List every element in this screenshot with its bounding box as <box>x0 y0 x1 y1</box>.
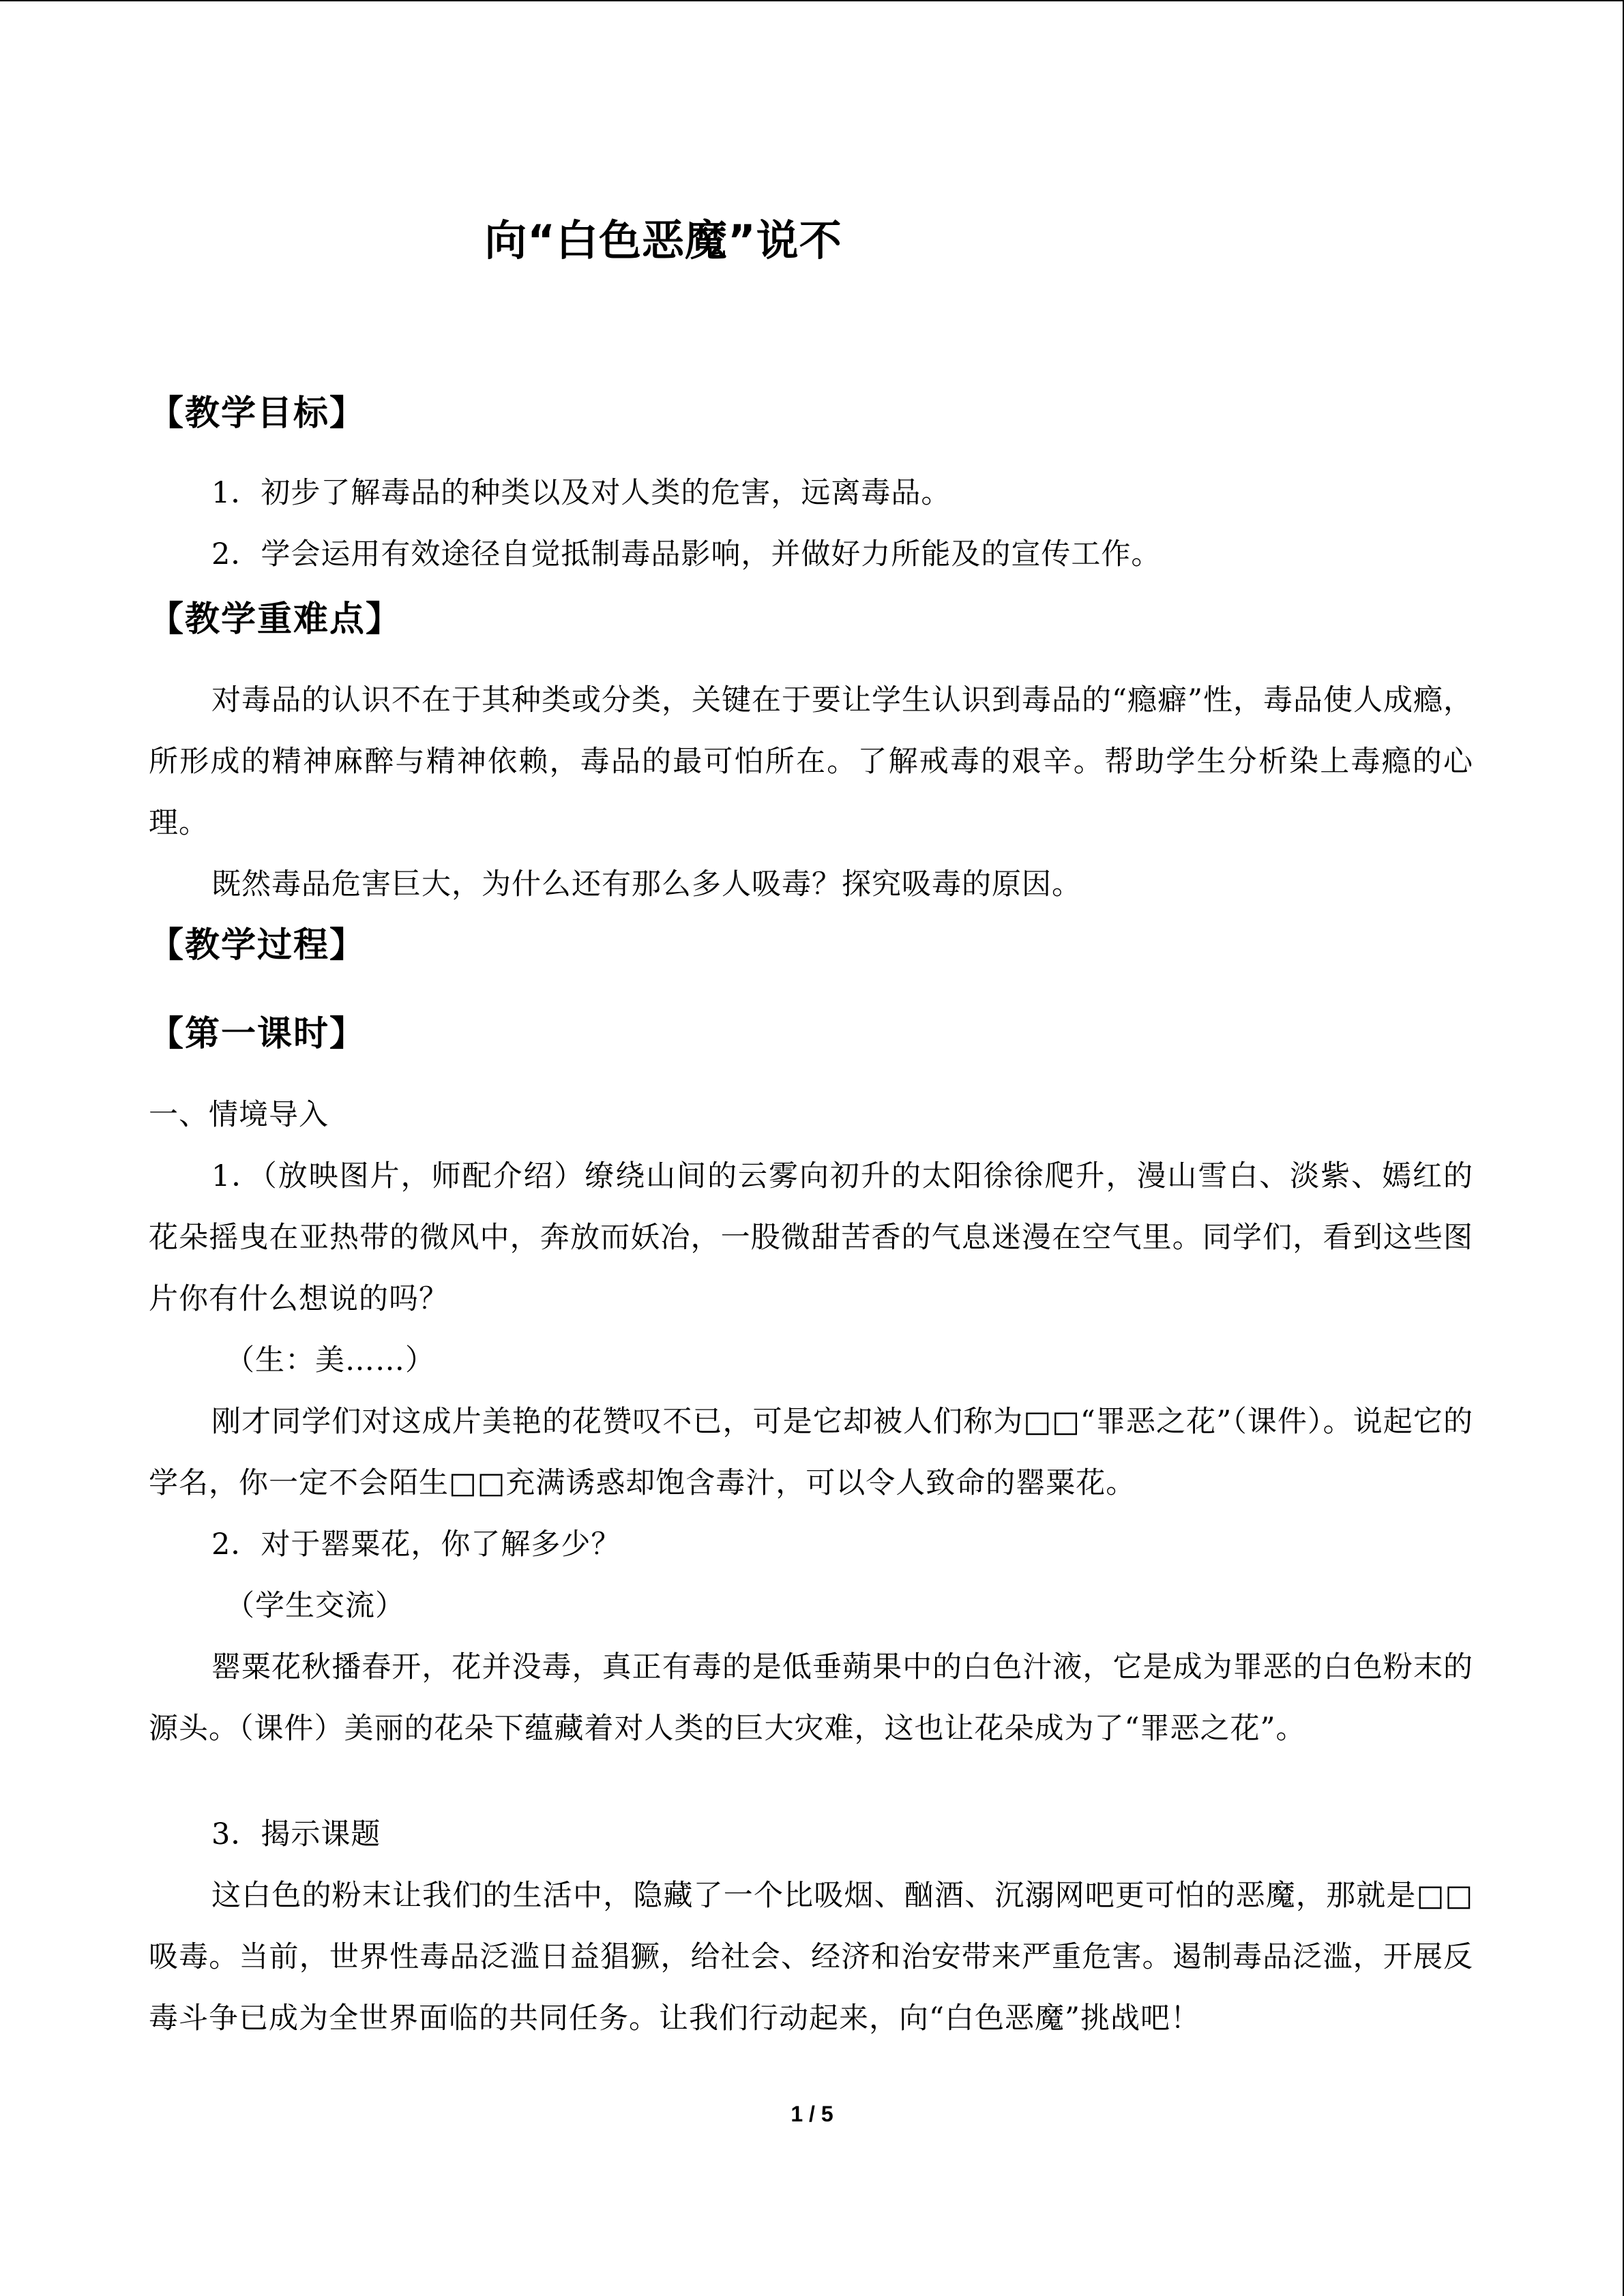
keypoints-heading: 【教学重难点】 <box>149 599 402 640</box>
process-heading: 【教学过程】 <box>149 925 366 966</box>
teacher-paragraph: 刚才同学们对这成片美艳的花赞叹不已，可是它却被人们称为□□“罪恶之花”（课件）。说起它的学名，你一定不会陌生□□充满诱惑却饱含毒汁，可以令人致命的罂粟花。 <box>149 1405 1473 1500</box>
step2-paragraph: 2．对于罂粟花，你了解多少？ <box>211 1527 621 1562</box>
student-reply: （生：美……） <box>225 1343 435 1377</box>
objective-1: 1．初步了解毒品的种类以及对人类的危害，远离毒品。 <box>211 476 951 510</box>
objectives-heading: 【教学目标】 <box>149 393 366 434</box>
part1-heading: 一、情境导入 <box>149 1098 329 1132</box>
keypoints-paragraph-1: 对毒品的认识不在于其种类或分类，关键在于要让学生认识到毒品的“瘾癖”性，毒品使人成瘾，所形成的精神麻醉与精神依赖，毒品的最可怕所在。了解戒毒的艰辛。帮助学生分析染上毒瘾的心理。 <box>149 683 1473 840</box>
keypoints-paragraph-2: 既然毒品危害巨大，为什么还有那么多人吸毒？探究吸毒的原因。 <box>211 867 1082 901</box>
page-number: 1 / 5 <box>791 2102 833 2126</box>
step3-paragraph: 3．揭示课题 <box>211 1817 381 1851</box>
lesson1-heading: 【第一课时】 <box>149 1014 366 1054</box>
student-exchange: （学生交流） <box>225 1589 405 1623</box>
document-title: 向“白色恶魔”说不 <box>484 215 842 265</box>
reveal-paragraph: 这白色的粉末让我们的生活中，隐藏了一个比吸烟、酗酒、沉溺网吧更可怕的恶魔，那就是□□吸毒。当前，世界性毒品泛滥日益猖獗，给社会、经济和治安带来严重危害。遏制毒品泛滥，开展反毒斗争已成为全世界面临的共同任务。让我们行动起来，向“白色恶魔”挑战吧！ <box>149 1879 1473 2036</box>
poppy-paragraph: 罂粟花秋播春开，花并没毒，真正有毒的是低垂蒴果中的白色汁液，它是成为罪恶的白色粉末的源头。（课件）美丽的花朵下蕴藏着对人类的巨大灾难，这也让花朵成为了“罪恶之花”。 <box>149 1650 1473 1746</box>
objective-2: 2．学会运用有效途径自觉抵制毒品影响，并做好力所能及的宣传工作。 <box>211 537 1162 571</box>
step1-paragraph: 1．（放映图片，师配介绍）缭绕山间的云雾向初升的太阳徐徐爬升，漫山雪白、淡紫、嫣红的花朵摇曳在亚热带的微风中，奔放而妖冶，一股微甜苦香的气息迷漫在空气里。同学们，看到这些图片你有什么想说的吗？ <box>149 1159 1473 1316</box>
